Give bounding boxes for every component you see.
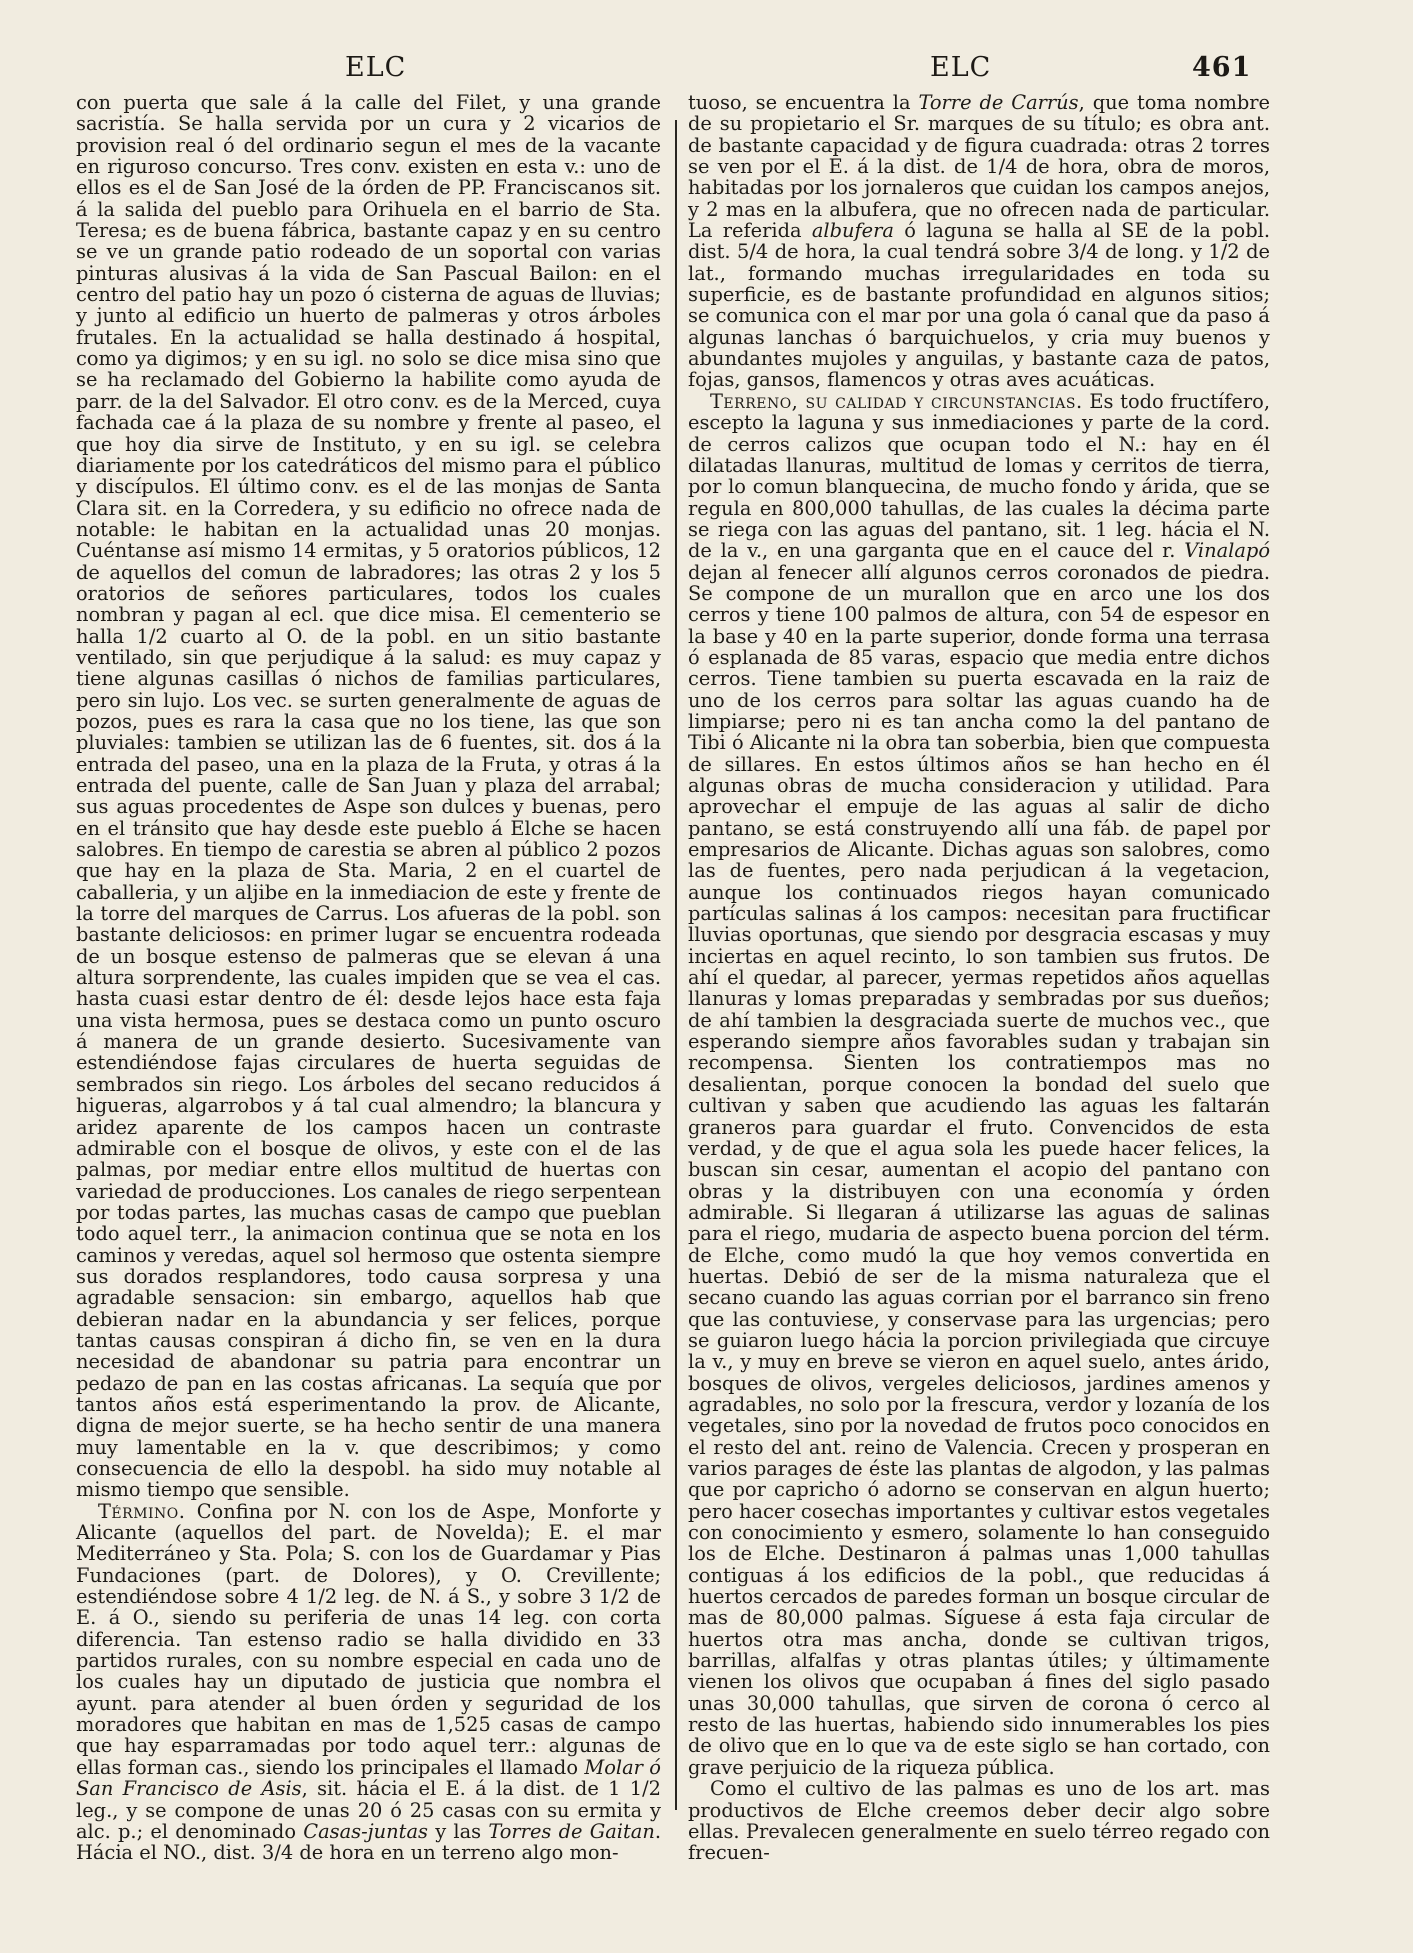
torre-text-c: ó laguna se halla al SE de la pobl. dist. 5/4 de hora, la cual tendrá sobre 3/4 de long. y 1/2 de lat., formando muchas irregularidades en toda su superficie, es de bastante profundidad en algunos sitios; se comunica con el mar por una gola ó canal que da paso á algunas lanchas ó barquichuelos, y cria muy buenos y abundantes mujoles y anguilas, y bastante caza de patos, fojas, gansos, flamencos y otras aves acuáticas. [688,219,1270,392]
terreno-italic-vinalapo: Vinalapó [1184,539,1270,563]
left-paragraph-1: con puerta que sale á la calle del Filet, y una grande sacristía. Se halla servida por un cura y 2 vicarios de provision real ó del ordinario segun el mes de la vacante en riguroso concurso. Tres conv. existen en esta v.: uno de ellos es el de San José de la órden de PP. Franciscanos sit. á la salida del pueblo para Orihuela en el barrio de Sta. Teresa; es de buena fábrica, bastante capaz y en su centro se ve un grande patio rodeado de un soportal con varias pinturas alusivas á la vida de San Pascual Bailon: en el centro del patio hay un pozo ó cisterna de aguas de lluvias; y junto al edificio un huerto de palmeras y otros árboles frutales. En la actualidad se halla destinado á hospital, como ya digimos; y en su igl. no solo se dice misa sino que se ha reclamado del Gobierno la habilite como ayuda de parr. de la del Salvador. El otro conv. es de la Merced, cuya fachada cae á la plaza de su nombre y frente al paseo, el que hoy dia sirve de Instituto, y en su igl. se celebra diariamente por los catedráticos del mismo para el público y discípulos. El último conv. es el de las monjas de Santa Clara sit. en la Corredera, y su edificio no ofrece nada de notable: le habitan en la actualidad unas 20 monjas. Cuéntanse así mismo 14 ermitas, y 5 oratorios públicos, 12 de aquellos del comun de labradores; las otras 2 y los 5 oratorios de señores particulares, todos los cuales nombran y pagan al ecl. que dice misa. El cementerio se halla 1/2 cuarto al O. de la pobl. en un sitio bastante ventilado, sin que perjudique á la salud: es muy capaz y tiene algunas casillas ó nichos de familias particulares, pero sin lujo. Los vec. se surten generalmente de aguas de pozos, pues es rara la casa que no los tiene, las que son pluviales: tambien se utilizan las de 6 fuentes, sit. dos á la entrada del paseo, una en la plaza de la Fruta, y otras á la entrada del puente, calle de San Juan y plaza del arrabal; sus aguas procedentes de Aspe son dulces y buenas, pero en el tránsito que hay desde este pueblo á Elche se hacen salobres. En tiempo de carestia se abren al público 2 pozos que hay en la plaza de Sta. Maria, 2 en el cuartel de caballeria, y un aljibe en la inmediacion de este y frente de la torre del marques de Carrus. Los afueras de la pobl. son bastante deliciosos: en primer lugar se encuentra rodeada de un bosque estenso de palmeras que se elevan á una altura sorprendente, las cuales impiden que se vea el cas. hasta cuasi estar dentro de él: desde lejos hace esta faja una vista hermosa, pues se destaca como un punto oscuro á manera de un grande desierto. Sucesivamente van estendiéndose fajas circulares de huerta seguidas de sembrados sin riego. Los árboles del secano reducidos á higueras, algarrobos y á tal cual almendro; la blancura y aridez aparente de los campos hacen un contraste admirable con el bosque de olivos, y este con el de las palmas, por mediar entre ellos multitud de huertas con variedad de producciones. Los canales de riego serpentean por todas partes, las muchas casas de campo que pueblan todo aquel terr., la animacion continua que se nota en los caminos y veredas, aquel sol hermoso que ostenta siempre sus dorados resplandores, todo causa sorpresa y una agradable sensacion: sin embargo, aquellos hab que debieran nadar en la abundancia y ser felices, porque tantas causas conspiran á dicho fin, se ven en la dura necesidad de abandonar su patria para encontrar un pedazo de pan en las costas africanas. La sequía que por tantos años está esperimentando la prov. de Alicante, digna de mejor suerte, se ha hecho sentir de una manera muy lamentable en la v. que describimos; y como consecuencia de ello la despobl. ha sido muy notable al mismo tiempo que sensible. [76,91,661,1502]
termino-italic-torres: Torres de Gaitan [488,1819,655,1843]
running-head-right: ELC [930,52,992,83]
termino-italic-molar: Molar ó San Francisco de Asis [76,1755,661,1801]
torre-text-a: tuoso, se encuentra la [688,91,919,114]
terreno-text-a: Es todo fructífero, escepto la laguna y sus inmediaciones y parte de la cord. de cerros calizos que ocupan todo el N.: hay en él dilatadas llanuras, multitud de lomas y cerritos de tierra, por lo comun blanquecina, de mucho fondo y árida, que se regula en 800,000 tahullas, de las cuales la décima parte se riega con las aguas del pantano, sit. 1 leg. hácia el N. de la v., en una garganta que en el cauce del r. [688,389,1270,563]
termino-text-c: y las [427,1819,489,1843]
terreno-text-b: dejan al fenecer allí algunos cerros coronados de piedra. Se compone de un murallon que en arco une los dos cerros y tiene 100 palmos de altura, con 54 de espesor en la base y 40 en la parte superior, donde forma una terrasa ó esplanada de 85 varas, espacio que media entre dichos cerros. Tiene tambien su puerta escavada en la raiz de uno de los cerros para soltar las aguas cuando ha de limpiarse; pero ni es tan ancha como la del pantano de Tibi ó Alicante ni la obra tan soberbia, bien que compuesta de sillares. En estos últimos años se han hecho en él algunas obras de mucha consideracion y utilidad. Para aprovechar el empuje de las aguas al salir de dicho pantano, se está construyendo allí una fáb. de papel por empresarios de Alicante. Dichas aguas son salobres, como las de fuentes, pero nada perjudican á la vegetacion, aunque los continuados riegos hayan comunicado partículas salinas á los campos: necesitan para fructificar lluvias oportunas, que siendo por desgracia escasas y muy inciertas en aquel recinto, lo son tambien sus frutos. De ahí el quedar, al parecer, yermas repetidos años aquellas llanuras y lomas preparadas y sembradas por sus dueños; de ahí tambien la desgraciada suerte de muchos vec., que esperando siempre años favorables sudan y trabajan sin recompensa. Sienten los contratiempos mas no desalientan, porque conocen la bondad del suelo que cultivan y saben que acudiendo las aguas les faltarán graneros para guardar el fruto. Convencidos de esta verdad, y de que el agua sola les puede hacer felices, la buscan sin cesar, aumentan el acopio del pantano con obras y la distribuyen con una economía y órden admirable. Si llegaran á utilizarse las aguas de salinas para el riego, mudaria de aspecto buena porcion del térm. de Elche, como mudó la que hoy vemos convertida en huertas. Debió de ser de la misma naturaleza que el secano cuando las aguas corrian por el barranco sin freno que las contuviese, y conservase para las urgencias; pero se guiaron luego hácia la porcion privilegiada que circuye la v., y muy en breve se vieron en aquel suelo, antes árido, bosques de olivos, vergeles deliciosos, jardines amenos y agradables, no solo por la frescura, verdor y lozanía de los vegetales, sino por la novedad de frutos poco conocidos en el resto del ant. reino de Valencia. Crecen y prosperan en varios parages de éste las plantas de algodon, y las palmas que por capricho ó adorno se conservan en algun huerto; pero hacer cosechas importantes y cultivar estos vegetales con conocimiento y esmero, solamente lo han conseguido los de Elche. Destinaron á palmas unas 1,000 tahullas contiguas á los edificios de la pobl., que reducidas á huertos cercados de paredes forman un bosque circular de mas de 80,000 palmas. Síguese á esta faja circular de huertos otra mas ancha, donde se cultivan trigos, barrillas, alfalfas y otras plantas útiles; y últimamente vienen los olivos que ocupaban á fines del siglo pasado unas 30,000 tahullas, que sirven de corona ó cerco al resto de las huertas, habiendo sido innumerables los pies de olivo que en lo que va de este siglo se han cortado, con grave perjuicio de la riqueza pública. [688,560,1270,1779]
right-paragraph-palmas: Como el cultivo de las palmas es uno de los art. mas productivos de Elche creemos deber decir algo sobre ellas. Prevalecen generalmente en suelo térreo regado con frecuen- [688,1777,1270,1865]
left-paragraph-termino [76,1501,661,1864]
termino-text-b: , sit. hácia el E. á la dist. de 1 1/2 leg., y se compone de unas 20 ó 25 casas con su ermita y alc. p.; el denominado [76,1777,661,1843]
termino-text-d: . Hácia el NO., dist. 3/4 de hora en un terreno algo mon- [76,1819,661,1865]
right-column [688,92,1270,1864]
torre-italic-albufera: albufera [811,219,894,243]
section-heading-termino: Término. [98,1499,186,1523]
column-divider [675,120,677,1810]
running-head-left: ELC [345,52,407,83]
torre-italic-carrus: Torre de Carrús [918,91,1079,114]
section-heading-terreno: Terreno, su calidad y circunstancias. [710,389,1083,413]
termino-text-a: Confina por N. con los de Aspe, Monforte y Alicante (aquellos del part. de Novelda); E. el mar Mediterráneo y Sta. Pola; S. con los de Guardamar y Pias Fundaciones (part. de Dolores), y O. Crevillente; estendiéndose sobre 4 1/2 leg. de N. á S., y sobre 3 1/2 de E. á O., siendo su periferia de unas 14 leg. con corta diferencia. Tan estenso radio se halla dividido en 33 partidos rurales, con su nombre especial en cada uno de los cuales hay un diputado de justicia que nombra el ayunt. para atender al buen órden y seguridad de los moradores que habitan en mas de 1,525 casas de campo que hay esparramadas por todo aquel terr.: algunas de ellas forman cas., siendo los principales el llamado [76,1499,661,1779]
termino-italic-casas-juntas: Casas-juntas [303,1819,428,1843]
running-head [0,52,1413,92]
page-number: 461 [1192,52,1252,83]
torre-text-b: , que toma nombre de su propietario el Sr. marques de su título; es obra ant. de bastante capacidad y de figura cuadrada: otras 2 torres se ven por el E. á la dist. de 1/4 de hora, obra de moros, habitadas por los jornaleros que cuidan los campos anejos, y 2 mas en la albufera, que no ofrecen nada de particular. La referida [688,91,1270,243]
right-paragraph-terreno [688,391,1270,1778]
left-column [76,92,661,1864]
right-paragraph-1 [688,92,1270,391]
